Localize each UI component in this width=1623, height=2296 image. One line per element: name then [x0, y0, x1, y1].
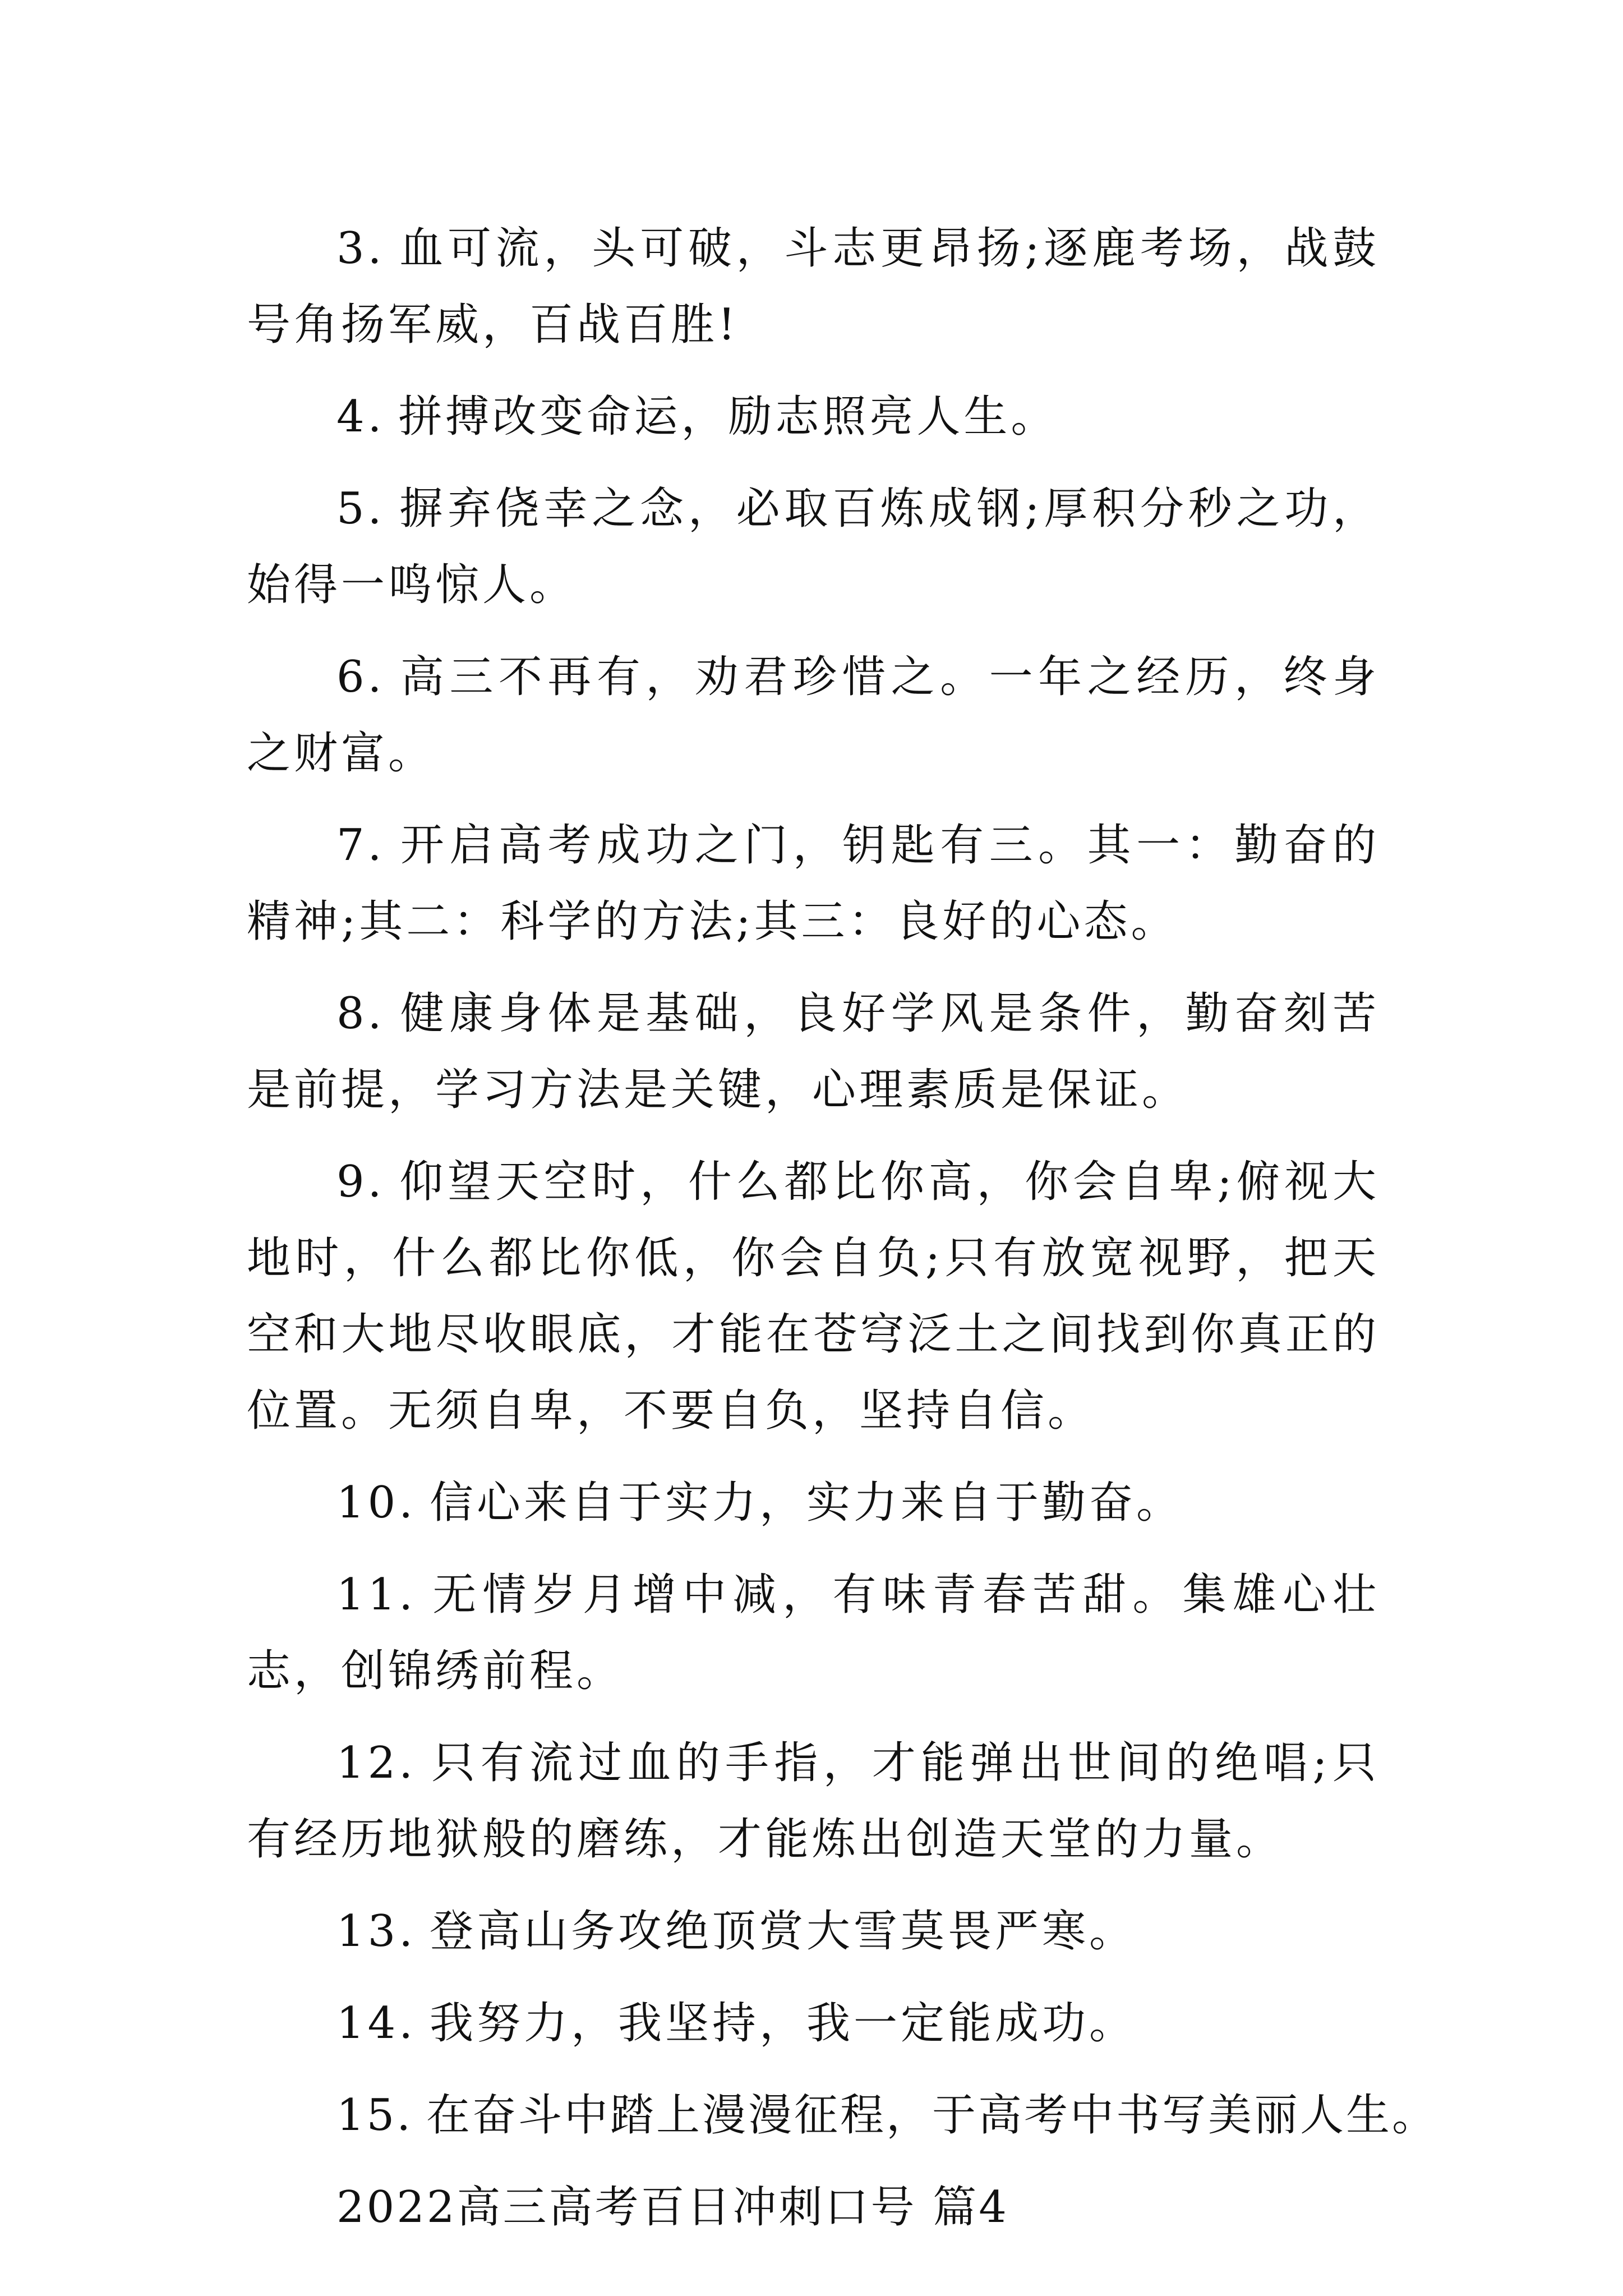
list-item [247, 210, 1380, 363]
item-number: 5. [336, 484, 385, 534]
list-item [247, 1985, 1380, 2062]
item-text: 摒弃侥幸之念，必取百炼成钢;厚积分秒之功，始得一鸣惊人。 [247, 484, 1380, 610]
item-text: 健康身体是基础，良好学风是条件，勤奋刻苦是前提，学习方法是关键，心理素质是保证。 [247, 988, 1380, 1115]
list-item [247, 976, 1380, 1128]
list-item [247, 379, 1380, 455]
list-item [247, 1144, 1380, 1449]
item-text: 仰望天空时，什么都比你高，你会自卑;俯视大地时，什么都比你低，你会自负;只有放宽视野，把天空和大地尽收眼底，才能在苍穹泛土之间找到你真正的位置。无须自卑，不要自负，坚持自信。 [247, 1157, 1380, 1436]
item-text: 只有流过血的手指，才能弹出世间的绝唱;只有经历地狱般的磨练，才能炼出创造天堂的力量。 [247, 1738, 1380, 1865]
item-number: 6. [336, 652, 385, 702]
list-item [247, 1725, 1380, 1878]
item-text: 血可流，头可破，斗志更昂扬;逐鹿考场，战鼓号角扬军威，百战百胜! [247, 223, 1380, 350]
item-number: 15. [336, 2090, 413, 2141]
item-number: 3. [336, 223, 385, 274]
list-item [247, 2077, 1438, 2154]
item-text: 在奋斗中踏上漫漫征程，于高考中书写美丽人生。 [426, 2090, 1438, 2141]
list-item [247, 807, 1380, 960]
list-item [247, 1465, 1380, 1541]
item-text: 无情岁月增中减，有味青春苦甜。集雄心壮志，创锦绣前程。 [247, 1570, 1380, 1696]
item-text: 拼搏改变命运，励志照亮人生。 [398, 392, 1058, 442]
list-item [247, 1893, 1380, 1970]
item-text: 开启高考成功之门，钥匙有三。其一：勤奋的精神;其二：科学的方法;其三：良好的心态。 [247, 820, 1380, 947]
item-text: 我努力，我坚持，我一定能成功。 [430, 1998, 1137, 2049]
item-number: 8. [336, 988, 385, 1039]
list-item [247, 639, 1380, 792]
list-item [247, 1557, 1380, 1709]
item-number: 10. [336, 1478, 417, 1528]
item-number: 12. [336, 1738, 417, 1788]
item-text: 登高山务攻绝顶赏大雪莫畏严寒。 [430, 1906, 1137, 1957]
item-text: 高三不再有，劝君珍惜之。一年之经历，终身之财富。 [247, 652, 1380, 779]
item-number: 4. [336, 392, 385, 442]
list-item [247, 471, 1380, 623]
item-number: 14. [336, 1998, 417, 2049]
item-text: 信心来自于实力，实力来自于勤奋。 [430, 1478, 1184, 1528]
item-number: 11. [336, 1570, 417, 1620]
item-number: 9. [336, 1157, 385, 1207]
section-heading: 2022高三高考百日冲刺口号 篇4 [336, 2182, 1009, 2233]
item-number: 13. [336, 1906, 417, 1957]
document-body [247, 210, 1438, 2246]
item-number: 7. [336, 820, 385, 871]
